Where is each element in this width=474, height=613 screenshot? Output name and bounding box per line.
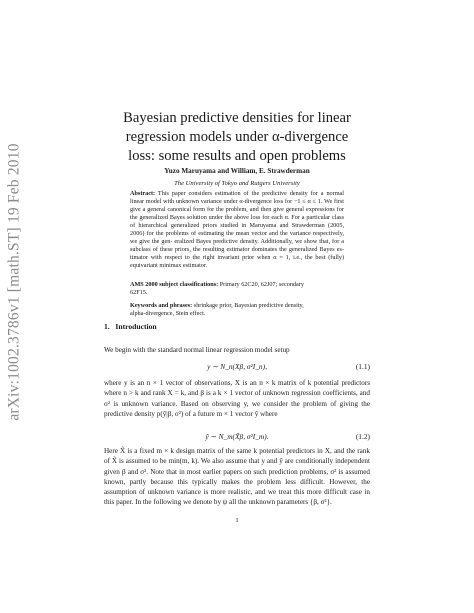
abstract-line: a normal linear model with unknown variance under α-divergence loss for bbox=[130, 190, 344, 206]
equation-1-2 bbox=[104, 432, 370, 446]
equation-number: (1.1) bbox=[355, 362, 370, 371]
abstract-line: timator with respect to the right invariant prior when α = 1, i.e., the best bbox=[130, 254, 326, 262]
equation-number: (1.2) bbox=[355, 432, 370, 441]
paragraph-line: such prediction problems, σ² is assumed known, partly because this typically bbox=[104, 467, 370, 486]
paragraph-line: predictors where n > k and rank X = k, and β is a k × 1 vector of unknown bbox=[104, 379, 370, 398]
keywords-line: alpha-divergence, Stein effect. bbox=[130, 310, 206, 318]
paragraph-line: consider the problem of giving the predictive density p(ỹ|β, σ²) of a future m × 1 bbox=[104, 399, 370, 418]
intro-paragraph-2 bbox=[104, 378, 370, 419]
paragraph-line: makes the problem less difficult. However, the assumption of unknown variance bbox=[104, 477, 371, 497]
abstract-line: −1 ≤ α ≤ 1. We first give a general canonical form for the problem, and bbox=[130, 198, 345, 214]
abstract-line: (fully) equivariant minimax estimator. bbox=[130, 254, 345, 270]
ams-line: Primary 62C20, 62J07; secondary bbox=[219, 281, 304, 288]
paragraph-line: regression coefficients, and σ² is unknown variance. Based on observing y, we bbox=[104, 389, 370, 408]
abstract-line: This paper considers estimation of the predictive density for bbox=[157, 190, 318, 197]
affiliation: The University of Tokyo and Rutgers University bbox=[174, 180, 300, 187]
page-number: 1 bbox=[235, 517, 239, 524]
abstract-label: Abstract: bbox=[130, 190, 156, 197]
ams-classification bbox=[130, 281, 344, 297]
intro-paragraph-1: We begin with the standard normal linear regression model setup bbox=[104, 346, 290, 354]
paragraph-line: is more realistic, and we treat this more difficult case in this paper. In the bbox=[104, 488, 371, 507]
keywords-line: shrinkage prior, Bayesian predictive density, bbox=[193, 302, 304, 309]
equation-formula: ỹ ∼ N_m(X̃β, σ²I_m). bbox=[205, 432, 269, 441]
abstract bbox=[130, 190, 344, 270]
paragraph-line: conditionally independent given β and σ². Note that in most earlier papers on bbox=[104, 457, 370, 476]
title-line: regression models under α-divergence bbox=[125, 129, 349, 145]
equation-formula: y ∼ N_n(Xβ, σ²I_n), bbox=[207, 362, 267, 371]
equation-1-1 bbox=[104, 362, 370, 376]
abstract-line: studied in Maruyama and Strawderman (2005, 2006) for the problems of bbox=[130, 222, 344, 238]
keywords bbox=[130, 302, 344, 318]
paragraph-line: Here X̃ is a fixed m × k design matrix of the same k potential predictors in X, bbox=[104, 447, 332, 455]
paragraph-line: vector ỹ where bbox=[235, 409, 278, 418]
ams-line: 62F15. bbox=[130, 289, 148, 297]
abstract-line: estimating the mean vector and the variance respectively, we give the gen- bbox=[130, 230, 344, 246]
arxiv-identifier-stamp bbox=[4, 143, 26, 421]
section-title: Introduction bbox=[115, 322, 157, 331]
arxiv-identifier-text: arXiv:1002.3786v1 [math.ST] 19 Feb 2010 bbox=[6, 143, 23, 421]
title-line: loss: some results and open problems bbox=[128, 148, 346, 164]
title-line: Bayesian predictive densities for linear bbox=[123, 110, 351, 126]
abstract-line: of these priors, the resulting estimator dominates the generalized Bayes es- bbox=[152, 246, 344, 254]
paragraph-line: and the rank of X̃ is assumed to be min(m, k). We also assume that y and ỹ are bbox=[104, 447, 370, 466]
intro-paragraph-3 bbox=[104, 446, 370, 508]
abstract-line: then give general expressions for the generalized Bayes solution under the bbox=[130, 206, 344, 222]
section-heading bbox=[104, 322, 157, 331]
author-list: Yuzo Maruyama and William, E. Strawderman bbox=[164, 167, 310, 175]
ams-label: AMS 2000 subject classifications: bbox=[130, 281, 219, 288]
section-number: 1. bbox=[104, 322, 110, 331]
keywords-label: Keywords and phrases: bbox=[130, 302, 193, 309]
paragraph-line: following we denote by ψ all the unknown parameters {β, σ²}. bbox=[153, 498, 332, 507]
paper-title bbox=[104, 109, 370, 166]
abstract-line: eralized Bayes predictive density. Additionally, we show that, for a subclass bbox=[130, 238, 345, 254]
paragraph-line: where y is an n × 1 vector of observations, X is an n × k matrix of k potential bbox=[104, 379, 339, 387]
abstract-line: above loss for each α. For a particular class of hierarchical generalized priors bbox=[130, 214, 345, 230]
